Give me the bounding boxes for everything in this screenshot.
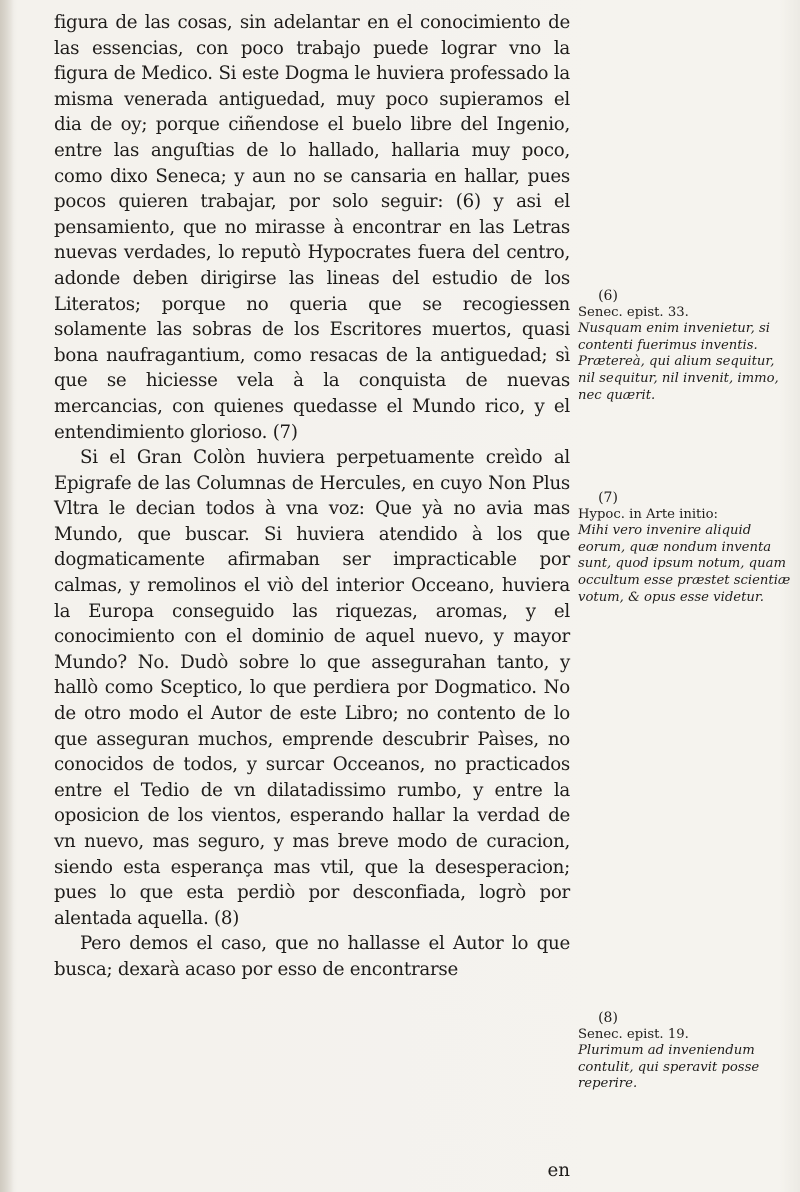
- margin-note-6: [578, 288, 792, 404]
- paragraph-2: Si el Gran Colòn huviera perpetuamente creìdo al Epigrafe de las Columnas de Hercules, en cuyo Non Plus Vltra le decian todos à vna voz: Que yà no avia mas Mundo, que buscar. Si huviera atendido à los que dogmaticamente afirmaban ser impracticable por calmas, y remolinos el viò del interior Occeano, huviera la Europa conseguido las riquezas, aromas, y el conocimiento con el dominio de aquel nuevo, y mayor Mundo? No. Dudò sobre lo que assegurahan tanto, y hallò como Sceptico, lo que perdiera por Dogmatico. No de otro modo el Autor de este Libro; no contento de lo que asseguran muchos, emprende descubrir Paìses, no conocidos de todos, y surcar Occeanos, no practicados entre el Tedio de vn dilatadissimo rumbo, y entre la oposicion de los vientos, esperando hallar la verdad de vn nuevo, mas seguro, y mas breve modo de curacion, siendo esta esperança mas vtil, que la desesperacion; pues lo que esta perdiò por desconfiada, logrò por alentada aquella. (8): [54, 447, 570, 929]
- note-number: (7): [598, 490, 618, 506]
- paragraph-1: figura de las cosas, sin adelantar en el conocimiento de las essencias, con poco trabajo puede lograr vno la figura de Medico. Si este Dogma le huviera professado la misma venerada antiguedad, muy poco supieramos el dia de oy; porque ciñendose el buelo libre del Ingenio, entre las anguſtias de lo hallado, hallaria muy poco, como dixo Seneca; y aun no se cansaria en hallar, pues pocos quieren trabajar, por solo seguir: (6) y asi el pensamiento, que no mirasse à encontrar en las Letras nuevas verdades, lo reputò Hypocrates fuera del centro, adonde deben dirigirse las lineas del estudio de los Literatos; porque no queria que se recogiessen solamente las sobras de los Escritores muertos, quasi bona naufragantium, como resacas de la antiguedad; sì que se hiciesse vela à la conquista de nuevas mercancias, con quienes quedasse el Mundo rico, y el entendimiento glorioso. (7): [54, 12, 570, 443]
- note-number: (6): [598, 288, 618, 304]
- margin-note-8: [578, 1010, 792, 1093]
- note-reference: Hypoc. in Arte initio:: [578, 506, 718, 522]
- main-text-column: [54, 10, 570, 983]
- note-quote: Mihi vero invenire aliquid eorum, quæ nondum inventa sunt, quod ipsum notum, quam occultum esse præstet scientiæ votum, & opus esse videtur.: [578, 523, 791, 605]
- note-reference: Senec. epist. 19.: [578, 1026, 689, 1042]
- page-gutter-shadow: [0, 0, 14, 1192]
- catchword: en: [547, 1160, 570, 1181]
- note-number: (8): [598, 1010, 618, 1026]
- margin-note-7: [578, 490, 792, 606]
- note-quote: Plurimum ad inveniendum contulit, qui speravit posse reperire.: [578, 1043, 760, 1092]
- note-quote: Nusquam enim invenietur, si contenti fuerimus inventis. Prætereà, qui alium sequitur, nil sequitur, nil invenit, immo, nec quærit.: [578, 321, 779, 403]
- note-reference: Senec. epist. 33.: [578, 304, 689, 320]
- paragraph-3: Pero demos el caso, que no hallasse el Autor lo que busca; dexarà acaso por esso de encontrarse: [54, 933, 570, 980]
